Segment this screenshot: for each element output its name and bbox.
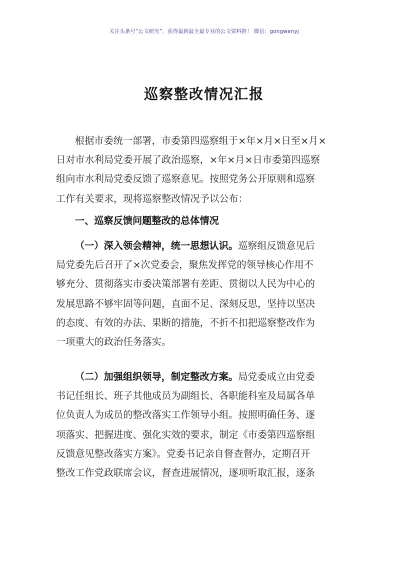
section-heading-text: 一、巡察反馈问题整改的总体情况 — [75, 216, 219, 227]
header-banner: 关注头条号“公文研究”，获得最新最全最专业的公文资料推！ 微信：gongwenyj — [109, 29, 299, 35]
paragraph-2-lead: （二）加强组织领导，制定整改方案。 — [75, 372, 239, 383]
document-title: 巡察整改情况汇报 — [144, 87, 264, 103]
paragraph-line: 够充分、贯彻落实市委决策部署有差距、贯彻以人民为中心的 — [56, 279, 316, 291]
intro-line: 组向市水利局党委反馈了巡察意见。按照党务公开原则和巡察 — [56, 174, 316, 186]
paragraph-line: 的态度、有效的办法、果断的措施，不折不扣把巡察整改作为 — [56, 317, 316, 329]
paragraph-line: 整改工作党政联席会议，督查进展情况，逐项听取汇报，逐条 — [56, 467, 316, 479]
paragraph-line: 位负责人为成员的整改落实工作领导小组。按照明确任务、逐 — [56, 410, 316, 422]
paragraph-2-first-line — [56, 368, 352, 387]
paragraph-line: 局党委先后召开了×次党委会，聚焦发挥党的领导核心作用不 — [56, 260, 314, 272]
paragraph-2 — [56, 368, 352, 483]
intro-paragraph — [56, 132, 352, 209]
paragraph-line: 反馈意见整改落实方案》。党委书记亲自督查督办，定期召开 — [56, 448, 311, 460]
intro-line: 工作有关要求，现将巡察整改情况予以公布： — [56, 193, 248, 205]
paragraph-2-lead-rest: 局党委成立由党委 — [238, 372, 315, 383]
paragraph-1-first-line — [56, 237, 352, 256]
intro-line: 日对市水利局党委开展了政治巡察，×年×月×日市委第四巡察 — [56, 155, 320, 167]
paragraph-1-lead: （一）深入领会精神，统一思想认识。 — [75, 241, 239, 252]
paragraph-line: 项落实、把握进度、强化实效的要求，制定《市委第四巡察组 — [56, 429, 316, 441]
paragraph-line: 书记任组长、班子其他成员为副组长、各职能科室及局属各单 — [56, 391, 316, 403]
intro-line: 根据市委统一部署，市委第四巡察组于×年×月×日至×月× — [75, 136, 327, 147]
paragraph-line: 发展思路不够牢固等问题，直面不足、深刻反思，坚持以坚决 — [56, 298, 316, 310]
paragraph-1-lead-rest: 巡察组反馈意见后 — [238, 241, 315, 252]
paragraph-1 — [56, 237, 352, 352]
paragraph-line: 一项重大的政治任务落实。 — [56, 336, 172, 348]
section-heading-1 — [56, 212, 352, 231]
